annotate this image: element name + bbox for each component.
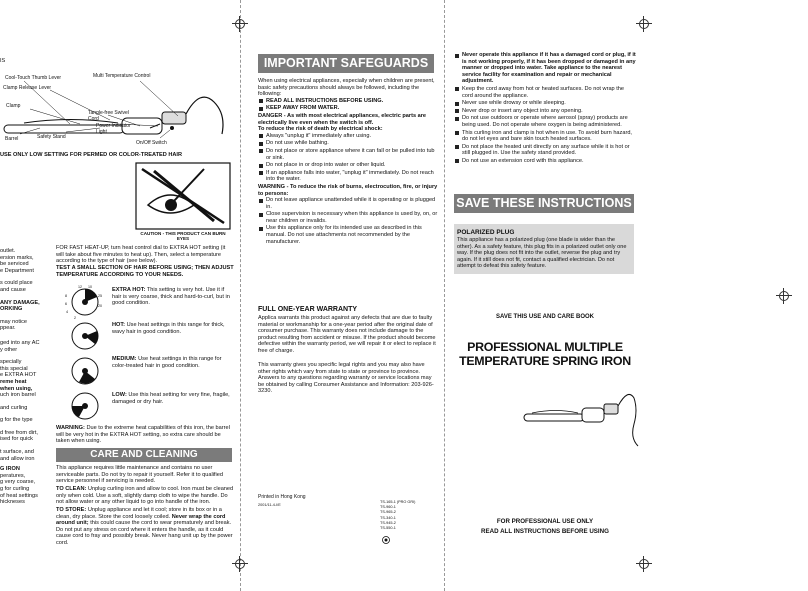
print-code: 2001/11-4-I/E bbox=[258, 503, 281, 507]
fragment-line: ged into any AC bbox=[0, 339, 40, 346]
fragment-line: s could place bbox=[0, 280, 33, 287]
list-item: Do not use outdoors or operate where aerosol (spray) products are being used. Do not operate where oxygen is being administered. bbox=[454, 115, 636, 128]
dial-number: 4 bbox=[66, 310, 68, 314]
list-item: Always "unplug it" immediately after using. bbox=[258, 133, 438, 140]
continued-list bbox=[454, 52, 636, 165]
registration-mark-icon bbox=[776, 288, 792, 304]
setting-low bbox=[112, 392, 234, 405]
list-item: Do not use while bathing. bbox=[258, 140, 438, 147]
list-item: Do not place the heated unit directly on any surface while it is hot or still plugged in. Use the safety stand provided. bbox=[454, 144, 636, 157]
fragment-line: t surface, and bbox=[0, 449, 34, 456]
dial-number: 10 bbox=[88, 285, 92, 289]
list-item: Never drop or insert any object into any opening. bbox=[454, 108, 636, 115]
polarized-text: This appliance has a polarized plug (one blade is wider than the other). As a safety feature, this plug fits in a polarized outlet only one way. If the plug does not fit into the outlet, reverse the plug and try again. If it still does not fit, contact a qualified electrician. Do not attempt to defeat this safety feature. bbox=[457, 237, 627, 270]
label-power-light: Power Indicator Light bbox=[96, 123, 131, 135]
model-number: TS-340-1 bbox=[380, 515, 396, 520]
fragment-line: may notice bbox=[0, 318, 28, 325]
setting-title: HOT: bbox=[112, 322, 126, 328]
fast-heat-text: FOR FAST HEAT-UP, turn heat control dial to EXTRA HOT setting (it will take about five minutes to heat up). Then, select a temperature according to the type of hair (see below). bbox=[56, 245, 226, 265]
fragment-line: of heat settings bbox=[0, 492, 38, 499]
rule-keep-away: KEEP AWAY FROM WATER. bbox=[258, 105, 438, 112]
polarized-plug-box bbox=[454, 224, 634, 274]
fragment-line: e Department bbox=[0, 267, 34, 274]
setting-title: MEDIUM: bbox=[112, 356, 137, 362]
fragment-line: ANY DAMAGE, bbox=[0, 299, 40, 306]
spring-iron-illustration bbox=[520, 380, 640, 450]
warning-list bbox=[258, 197, 438, 245]
registration-mark-icon bbox=[232, 16, 248, 32]
dial-column bbox=[62, 284, 108, 424]
save-instructions-header: SAVE THESE INSTRUCTIONS bbox=[454, 194, 634, 213]
fragment-line: e EXTRA HOT bbox=[0, 372, 37, 379]
label-swivel-cord: Tangle-free Swivel Cord bbox=[88, 110, 129, 122]
fold-line bbox=[240, 0, 241, 591]
warranty-title: FULL ONE-YEAR WARRANTY bbox=[258, 306, 358, 313]
warranty-text: Applica warrants this product against any defects that are due to faulty material or workmanship for a one-year period after the original date of consumer purchase. This warranty does not include damage to the product resulting from accident or misuse. If the product should become defective within the warranty period, we will repair it or elect to replace it free of charge. bbox=[258, 315, 436, 354]
label-clamp-release: Clamp Release Lever bbox=[3, 85, 52, 91]
care-cleaning-header: CARE AND CLEANING bbox=[56, 448, 232, 462]
warning-title: WARNING - bbox=[258, 183, 289, 190]
label-onoff: On/Off Switch bbox=[136, 140, 167, 146]
printed-in: Printed in Hong Kong bbox=[258, 494, 306, 500]
clean-title: TO CLEAN: bbox=[56, 486, 87, 492]
setting-text: Use heat settings in this range for thick, wavy hair in good condition. bbox=[112, 322, 225, 335]
model-number: TS-945-2 bbox=[380, 520, 396, 525]
warranty-text-2: This warranty gives you specific legal rights and you may also have other rights which vary from state to state or province to province. Answers to any questions regarding warranty or service locations may be obtained by calling Consumer Assistance and Information: 203-926-3230. bbox=[258, 362, 434, 395]
caution-text: CAUTION - THIS PRODUCT CAN BURN EYES bbox=[140, 231, 226, 241]
fragment-line: this special bbox=[0, 365, 28, 372]
fragment-line: g very coarse, bbox=[0, 479, 36, 486]
list-item: Do not leave appliance unattended while it is operating or is plugged in. bbox=[258, 197, 438, 210]
reduce-death: To reduce the risk of death by electrical shock: bbox=[258, 126, 383, 133]
list-item: Do not use an extension cord with this appliance. bbox=[454, 158, 636, 165]
registration-mark-icon bbox=[636, 16, 652, 32]
setting-medium bbox=[112, 356, 234, 369]
to-clean bbox=[56, 486, 234, 506]
fragment-line: g for the type bbox=[0, 417, 33, 424]
list-item: Use this appliance only for its intended use as described in this manual. Do not use attachments not recommended by the manufacturer. bbox=[258, 225, 438, 245]
fragment-line: ORKING bbox=[0, 306, 23, 313]
read-all-footer: READ ALL INSTRUCTIONS BEFORE USING bbox=[481, 528, 609, 535]
warning-body: To reduce the risk of burns, electrocution, fire, or injury to persons: bbox=[258, 183, 438, 197]
dial-number: 2 bbox=[74, 316, 76, 320]
fragment-line: and curling bbox=[0, 404, 28, 411]
label-safety-stand: Safety Stand bbox=[37, 134, 66, 140]
dial-number: 12 bbox=[78, 285, 82, 289]
clean-text: Unplug curling iron and allow to cool. Iron must be cleaned only when cold. Use a soft, slightly damp cloth to wipe the handle. Do not allow water or any other liquid to go into handle of the iron. bbox=[56, 486, 234, 506]
fold-line bbox=[444, 0, 445, 591]
model-number: TS-965-2 bbox=[380, 510, 396, 515]
label-multi-temp: Multi Temperature Control bbox=[93, 73, 151, 79]
list-item: Close supervision is necessary when this appliance is used by, on, or near children or invalids. bbox=[258, 211, 438, 224]
list-item: Do not place or store appliance where it can fall or be pulled into tub or sink. bbox=[258, 148, 438, 161]
burn-eyes-icon bbox=[134, 161, 232, 231]
product-title-line2: TEMPERATURE SPRING IRON bbox=[459, 354, 631, 368]
model-number: TS-960-1 bbox=[380, 505, 396, 510]
setting-title: LOW: bbox=[112, 392, 127, 398]
danger-title: DANGER - bbox=[258, 112, 286, 119]
safeguards-continued bbox=[454, 52, 636, 166]
polarized-title: POLARIZED PLUG bbox=[457, 229, 515, 236]
list-item: Never operate this appliance if it has a damaged cord or plug, if it is not working properly, if it has been dropped or damaged in any manner or dropped into water. Take appliance to the nearest service facility for examination and repair or mechanical adjustment. bbox=[454, 52, 636, 85]
rule-read-all: READ ALL INSTRUCTIONS BEFORE USING. bbox=[258, 98, 438, 105]
setting-text: Use this heat setting for very fine, fragile, damaged or dry hair. bbox=[112, 392, 230, 405]
fragment-line: ppear. bbox=[0, 325, 16, 332]
danger-body: As with most electrical appliances, electric parts are electrically live even when the switch is off. bbox=[258, 112, 427, 126]
main-rules bbox=[258, 98, 438, 112]
fragment-line: uch iron barrel bbox=[0, 392, 36, 399]
product-title-line1: PROFESSIONAL MULTIPLE bbox=[467, 340, 623, 354]
cut-text-column bbox=[0, 248, 40, 506]
fragment-line: when using, bbox=[0, 385, 33, 392]
fragment-line: ersion marks, bbox=[0, 254, 34, 261]
model-number: TS-550-1 bbox=[380, 526, 396, 531]
death-list bbox=[258, 133, 438, 183]
registration-mark-icon bbox=[636, 556, 652, 572]
fragment-line: specially bbox=[0, 359, 22, 366]
extreme-heat-warning bbox=[56, 425, 234, 445]
fragment-line: hickneses bbox=[0, 499, 25, 506]
product-title bbox=[454, 340, 636, 368]
store-never-wrap: Never wrap the cord around unit; bbox=[56, 513, 226, 527]
low-setting-notice: USE ONLY LOW SETTING FOR PERMED OR COLOR-TREATED HAIR bbox=[0, 152, 183, 158]
save-book-text: SAVE THIS USE AND CARE BOOK bbox=[495, 314, 594, 320]
setting-title: EXTRA HOT: bbox=[112, 287, 146, 293]
dial-number: 25 bbox=[98, 294, 102, 298]
recycle-icon bbox=[382, 536, 390, 544]
label-barrel: Barrel bbox=[5, 136, 19, 142]
warning-text: Due to the extreme heat capabilities of this iron, the barrel will be very hot in the EXTRA HOT setting, so extra care should be taken when using. bbox=[56, 425, 230, 445]
fragment-line: d free from dirt, bbox=[0, 429, 38, 436]
fragment-line: y other bbox=[0, 346, 18, 353]
store-text: this could cause the cord to wear prematurely and break. Do not put any stress on cord where it enters the handle, as it could cause cord to fray and possibly break. Never hang unit up by the power cord. bbox=[56, 520, 233, 546]
fragment-line: G IRON bbox=[0, 466, 20, 473]
intro-text: When using electrical appliances, especially when children are present, basic safety precautions should always be followed, including the following: bbox=[258, 78, 435, 98]
dial-number: 6 bbox=[65, 302, 67, 306]
registration-mark-icon bbox=[232, 556, 248, 572]
warning-title: WARNING: bbox=[56, 425, 85, 431]
safeguards-header: IMPORTANT SAFEGUARDS bbox=[258, 54, 434, 73]
label-clamp: Clamp bbox=[6, 103, 21, 109]
setting-extra-hot bbox=[112, 287, 234, 307]
iron-diagram bbox=[0, 68, 236, 150]
list-item: If an appliance falls into water, "unplug it" immediately. Do not reach into the water. bbox=[258, 170, 438, 183]
fragment-line: peratures, bbox=[0, 472, 26, 479]
list-item: Do not place in or drop into water or other liquid. bbox=[258, 162, 438, 169]
test-small-text: TEST A SMALL SECTION OF HAIR BEFORE USING; THEN ADJUST TEMPERATURE ACCORDING TO YOUR NEEDS. bbox=[56, 265, 234, 278]
fragment-line: g for curling bbox=[0, 486, 30, 493]
list-item: Keep the cord away from hot or heated surfaces. Do not wrap the cord around the appliance. bbox=[454, 86, 636, 99]
safeguards-body bbox=[258, 78, 438, 246]
dial-number: 20 bbox=[98, 304, 102, 308]
fragment-text: IS bbox=[0, 58, 6, 64]
fragment-line: and cause bbox=[0, 286, 26, 293]
store-title: TO STORE: bbox=[56, 507, 87, 513]
fragment-line: reme heat bbox=[0, 378, 27, 385]
store-text: Unplug appliance and let it cool; store in its box or in a clean, dry place. Store the cord loosely coiled. bbox=[56, 507, 222, 520]
list-item: Never use while drowsy or while sleeping. bbox=[454, 100, 636, 107]
fragment-line: ised for quick bbox=[0, 436, 33, 443]
caution-graphic bbox=[134, 161, 232, 239]
fragment-line: be serviced bbox=[0, 261, 29, 268]
setting-hot bbox=[112, 322, 234, 335]
fragment-line: outlet. bbox=[0, 248, 16, 254]
setting-text: This setting is very hot. Use it if hair is very coarse, thick and hard-to-curl, but in good condition. bbox=[112, 287, 230, 307]
care-intro: This appliance requires little maintenance and contains no user serviceable parts. Do not try to repair it yourself. Refer it to qualified service personnel if servicing is needed. bbox=[56, 465, 223, 485]
danger-text bbox=[258, 113, 438, 126]
model-list bbox=[380, 500, 415, 531]
warning-text bbox=[258, 184, 438, 197]
dial-number: 8 bbox=[65, 294, 67, 298]
to-store bbox=[56, 507, 234, 547]
fragment-line: and allow iron bbox=[0, 455, 35, 462]
label-thumb-lever: Cool-Touch Thumb Lever bbox=[5, 75, 62, 81]
professional-use-text: FOR PROFESSIONAL USE ONLY bbox=[496, 518, 594, 525]
model-number: TS-165-1 (PRO GRI) bbox=[380, 500, 416, 504]
setting-text: Use heat settings in this range for color-treated hair in good condition. bbox=[112, 356, 222, 369]
list-item: This curling iron and clamp is hot when in use. To avoid burn hazard, do not let eyes and bare skin touch heated surfaces. bbox=[454, 130, 636, 143]
